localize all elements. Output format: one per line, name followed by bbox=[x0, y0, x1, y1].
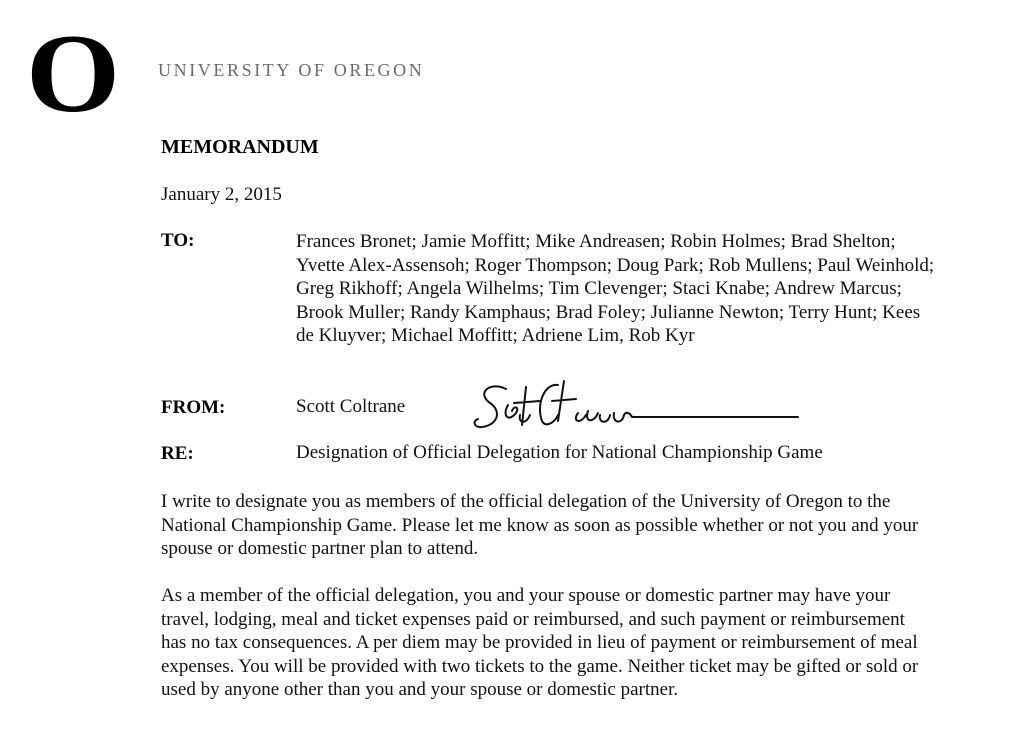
re-value: Designation of Official Delegation for National Championship Game bbox=[296, 442, 823, 463]
handwritten-signature bbox=[468, 375, 808, 445]
re-label: RE: bbox=[161, 443, 194, 464]
memo-date: January 2, 2015 bbox=[161, 184, 282, 205]
university-logo: O bbox=[26, 12, 121, 136]
from-value: Scott Coltrane bbox=[296, 396, 406, 417]
memo-title: MEMORANDUM bbox=[161, 136, 319, 158]
body-paragraph-1: I write to designate you as members of the official delegation of the University of Oregon to the National Championship Game. Please let me know as soon as possible whether or not you and your spouse or domestic partner plan to attend. bbox=[161, 491, 919, 559]
to-label: TO: bbox=[161, 230, 195, 251]
to-recipients: Frances Bronet; Jamie Moffitt; Mike Andreasen; Robin Holmes; Brad Shelton; Yvette Alex-Assensoh; Roger Thompson; Doug Park; Rob Mullens; Paul Weinhold; Greg Rikhoff; Angela Wilhelms; Tim Clevenger; Staci Knabe; Andrew Marcus; Brook Muller; Randy Kamphaus; Brad Foley; Julianne Newton; Terry Hunt; Kees de Kluyver; Michael Moffitt; Adriene Lim, Rob Kyr bbox=[296, 231, 935, 346]
from-label: FROM: bbox=[161, 397, 226, 418]
body-paragraph-2: As a member of the official delegation, you and your spouse or domestic partner may have your travel, lodging, meal and ticket expenses paid or reimbursed, and such payment or reimbursement has no tax consequences. A per diem may be provided in lieu of payment or reimbursement of meal expenses. You will be provided with two tickets to the game. Neither ticket may be gifted or sold or used by anyone other than you and your spouse or domestic partner. bbox=[161, 585, 919, 700]
university-name: UNIVERSITY OF OREGON bbox=[158, 60, 425, 80]
